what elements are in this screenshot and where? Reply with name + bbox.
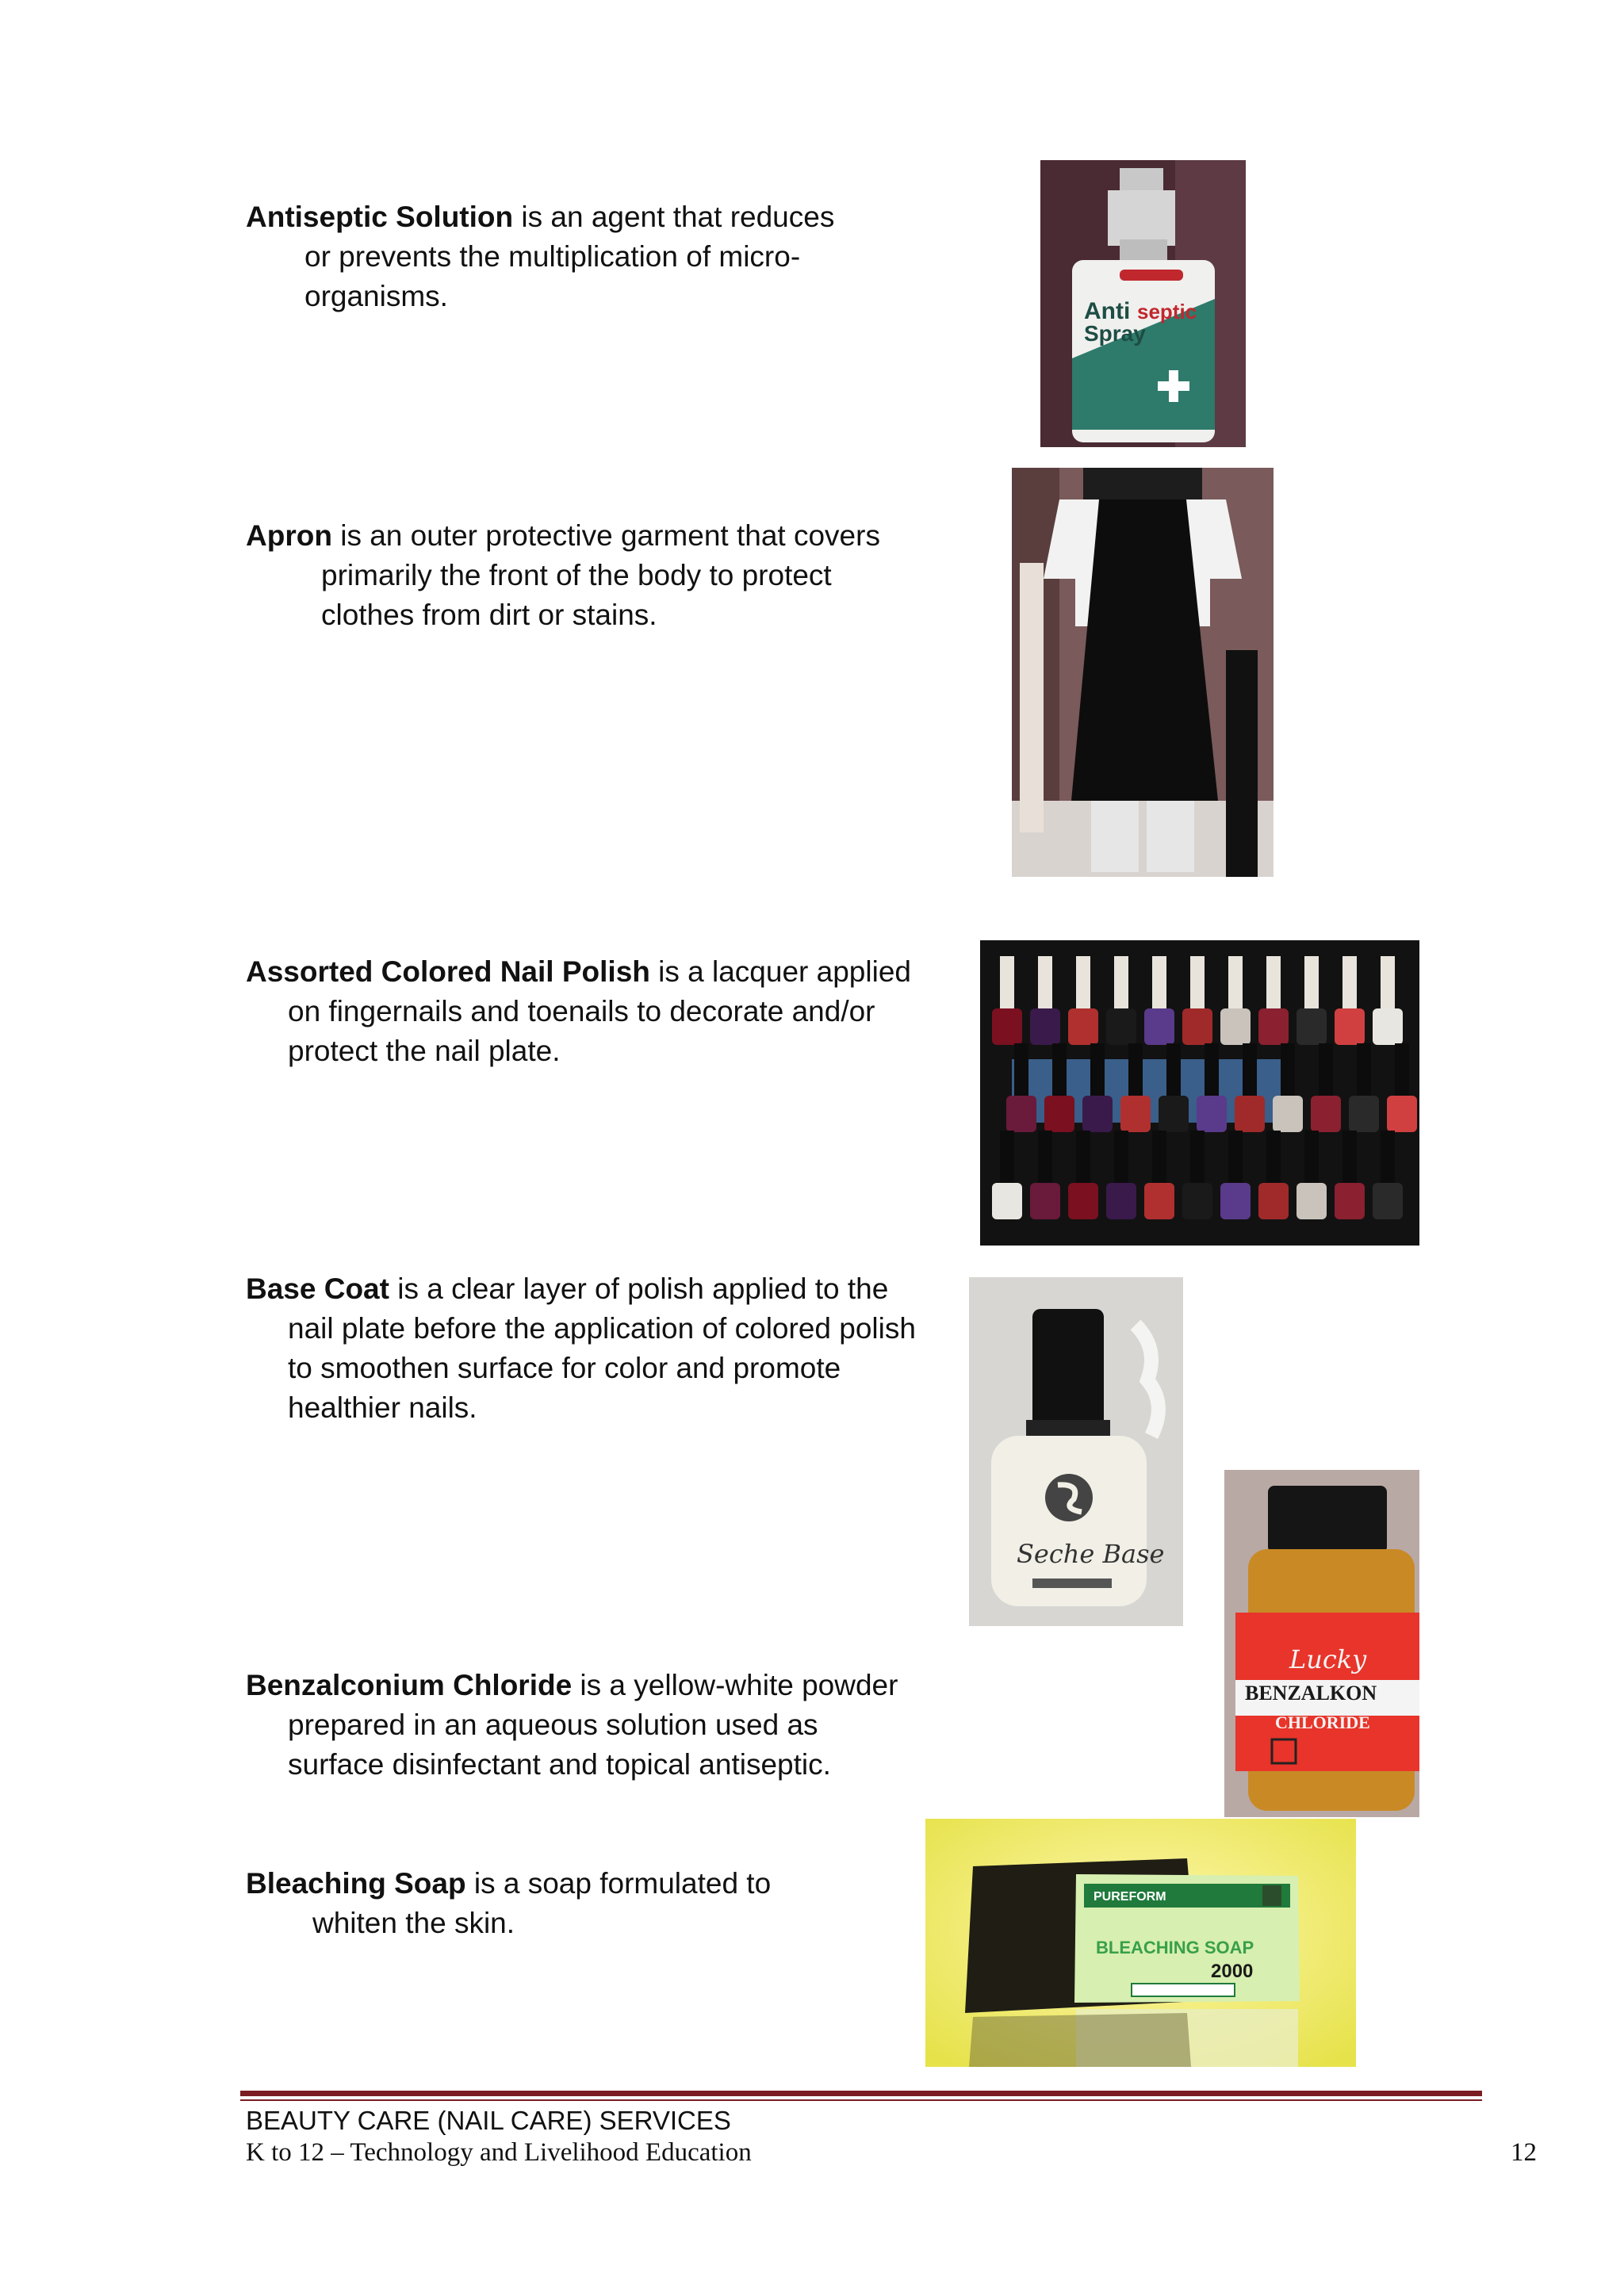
definition-line: to smoothen surface for color and promote [288, 1352, 841, 1384]
term: Antiseptic Solution [246, 201, 514, 233]
entry-apron [246, 516, 880, 635]
svg-text:BENZALKON: BENZALKON [1245, 1682, 1377, 1705]
definition-line: primarily the front of the body to protect [321, 559, 832, 591]
definition-first-line: Benzalconium Chloride is a yellow-white powder [246, 1669, 898, 1701]
definition-first-line: Apron is an outer protective garment that covers [246, 519, 880, 552]
benzalkonium-bottle-photo [1224, 1470, 1419, 1817]
entry-base-coat [246, 1269, 916, 1428]
svg-text:Lucky: Lucky [1289, 1644, 1367, 1674]
footer-rule-thin [240, 2099, 1482, 2101]
term: Bleaching Soap [246, 1867, 466, 1900]
definition-first-line: Assorted Colored Nail Polish is a lacquer applied [246, 955, 911, 988]
svg-text:Seche Base: Seche Base [1017, 1539, 1165, 1569]
entry-assorted-colored-nail-polish [246, 952, 911, 1071]
definition-line: on fingernails and toenails to decorate and/or [288, 995, 875, 1027]
svg-text:BLEACHING SOAP: BLEACHING SOAP [1096, 1938, 1254, 1957]
base-coat-bottle-photo [969, 1277, 1183, 1626]
definition-line: whiten the skin. [312, 1907, 515, 1939]
page-number: 12 [1511, 2138, 1537, 2167]
svg-text:Spray: Spray [1084, 321, 1146, 346]
definition-line: or prevents the multiplication of micro- [304, 240, 801, 273]
term: Base Coat [246, 1272, 389, 1305]
definition-line: healthier nails. [288, 1391, 477, 1424]
definition-line: organisms. [304, 280, 448, 312]
term: Apron [246, 519, 332, 552]
definition-first-line: Base Coat is a clear layer of polish applied to the [246, 1272, 889, 1305]
definition-first-line: Bleaching Soap is a soap formulated to [246, 1867, 772, 1900]
svg-text:Anti: Anti [1084, 298, 1131, 324]
black-apron-photo [1012, 468, 1274, 877]
bleaching-soap-photo [925, 1819, 1356, 2067]
definition-line: prepared in an aqueous solution used as [288, 1709, 818, 1741]
entry-bleaching-soap [246, 1864, 771, 1943]
entry-benzalconium-chloride [246, 1666, 898, 1785]
definition-line: surface disinfectant and topical antiseptic. [288, 1748, 831, 1781]
footer-title: BEAUTY CARE (NAIL CARE) SERVICES [246, 2106, 731, 2135]
svg-text:2000: 2000 [1211, 1961, 1254, 1982]
footer-subtitle: K to 12 – Technology and Livelihood Education [246, 2138, 752, 2167]
svg-text:septic: septic [1137, 300, 1197, 323]
term: Benzalconium Chloride [246, 1669, 573, 1701]
definition-first-line: Antiseptic Solution is an agent that reduces [246, 201, 835, 233]
svg-text:PUREFORM: PUREFORM [1094, 1890, 1166, 1904]
antiseptic-spray-bottle-photo [1040, 160, 1246, 447]
definition-line: nail plate before the application of colored polish [288, 1312, 916, 1345]
term: Assorted Colored Nail Polish [246, 955, 650, 988]
definition-line: protect the nail plate. [288, 1035, 561, 1067]
footer-rule-thick [240, 2091, 1482, 2096]
definition-line: clothes from dirt or stains. [321, 599, 657, 631]
svg-text:CHLORIDE: CHLORIDE [1275, 1712, 1370, 1732]
nail-polish-collection-photo [980, 940, 1419, 1246]
entry-antiseptic-solution [246, 197, 834, 316]
